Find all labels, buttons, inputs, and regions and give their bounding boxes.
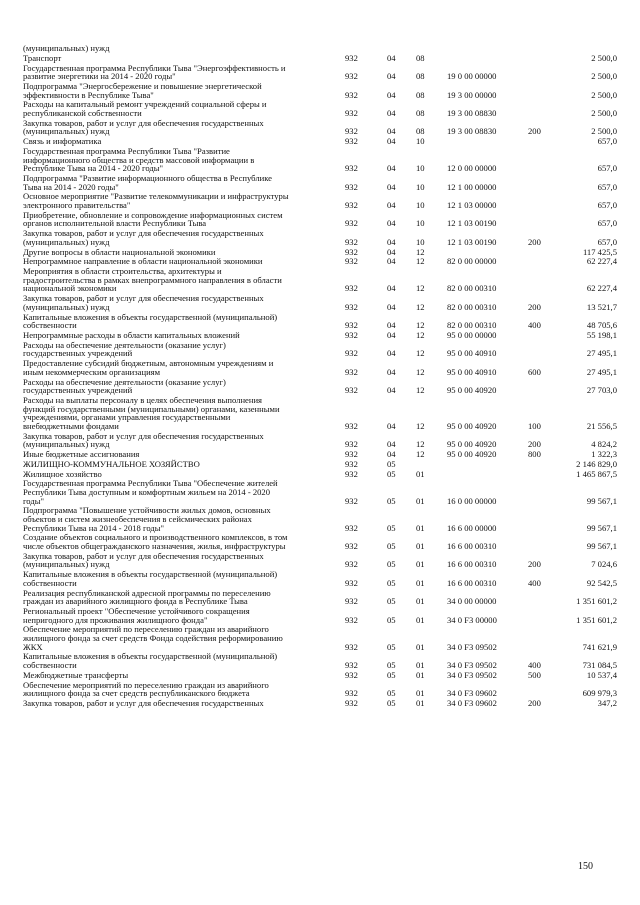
cell-rz: 05 <box>387 669 396 680</box>
cell-pr: 01 <box>416 596 425 607</box>
cell-rz: 04 <box>387 366 396 377</box>
cell-pr: 12 <box>416 366 425 377</box>
cell-csr: 12 0 00 00000 <box>447 163 497 174</box>
cell-ved: 932 <box>345 136 358 147</box>
cell-rz: 04 <box>387 52 396 63</box>
cell-pr: 12 <box>416 320 425 331</box>
table-row <box>0 44 640 53</box>
table-row <box>0 54 640 63</box>
cell-pr: 10 <box>416 136 425 147</box>
cell-rz: 04 <box>387 348 396 359</box>
cell-csr: 82 0 00 00000 <box>447 256 497 267</box>
cell-ved: 932 <box>345 420 358 431</box>
cell-amt: 62 227,4 <box>586 256 617 267</box>
row-description: Основное мероприятие "Развитие телекоммуникации и инфраструктуры электронного правительства" <box>23 191 289 210</box>
row-description: Мероприятия в области строительства, архитектуры и градостроительства в рамках внепрограммного направления в области национальной экономики <box>23 266 282 294</box>
cell-csr: 16 6 00 00310 <box>447 559 497 570</box>
cell-ved: 932 <box>345 698 358 708</box>
cell-ved: 932 <box>345 330 358 340</box>
cell-ved: 932 <box>345 614 358 625</box>
cell-vr: 800 <box>528 449 541 459</box>
row-description: Государственная программа Республики Тыва "Энергоэффективность и развитие энергетики на 2014 - 2020 годы" <box>23 62 286 82</box>
cell-amt: 99 567,1 <box>586 495 617 506</box>
cell-pr: 12 <box>416 449 425 459</box>
cell-amt: 10 537,4 <box>586 669 617 680</box>
table-row <box>0 294 640 311</box>
table-row <box>0 378 640 395</box>
cell-rz: 05 <box>387 641 396 652</box>
cell-csr: 19 3 00 08830 <box>447 107 497 118</box>
table-row <box>0 460 640 469</box>
cell-vr: 200 <box>528 559 541 570</box>
cell-vr: 200 <box>528 126 541 137</box>
cell-amt: 27 495,1 <box>586 366 617 377</box>
cell-vr: 200 <box>528 301 541 312</box>
cell-csr: 19 3 00 08830 <box>447 126 497 137</box>
table-row <box>0 681 640 698</box>
cell-ved: 932 <box>345 236 358 247</box>
cell-ved: 932 <box>345 449 358 459</box>
cell-amt: 657,0 <box>597 163 617 174</box>
cell-ved: 932 <box>345 301 358 312</box>
cell-ved: 932 <box>345 283 358 294</box>
cell-pr: 01 <box>416 495 425 506</box>
cell-vr: 200 <box>528 439 541 450</box>
cell-rz: 04 <box>387 283 396 294</box>
cell-pr: 12 <box>416 420 425 431</box>
cell-csr: 95 0 00 40920 <box>447 420 497 431</box>
table-row <box>0 229 640 246</box>
table-row <box>0 211 640 228</box>
row-description: Закупка товаров, работ и услуг для обеспечения государственных (муниципальных) нужд <box>23 117 264 137</box>
cell-amt: 2 500,0 <box>591 71 617 82</box>
cell-ved: 932 <box>345 540 358 551</box>
table-row <box>0 331 640 340</box>
cell-pr: 01 <box>416 540 425 551</box>
cell-rz: 05 <box>387 577 396 588</box>
row-description: Закупка товаров, работ и услуг для обеспечения государственных (муниципальных) нужд <box>23 293 264 312</box>
cell-pr: 01 <box>416 577 425 588</box>
table-row <box>0 174 640 191</box>
cell-pr: 01 <box>416 614 425 625</box>
table-row <box>0 671 640 680</box>
table-row <box>0 64 640 81</box>
cell-csr: 16 0 00 00000 <box>447 495 497 506</box>
cell-pr: 10 <box>416 218 425 229</box>
cell-vr: 200 <box>528 698 541 708</box>
row-description: Обеспечение мероприятий по переселению граждан из аварийного жилищного фонда за счет средств республиканского бюджета <box>23 679 269 699</box>
cell-csr: 34 0 F3 00000 <box>447 614 497 625</box>
table-row <box>0 699 640 708</box>
cell-pr: 12 <box>416 439 425 450</box>
cell-pr: 01 <box>416 659 425 670</box>
cell-amt: 55 198,1 <box>586 330 617 340</box>
row-description: Региональный проект "Обеспечение устойчивого сокращения непригодного для проживания жилищного фонда" <box>23 606 250 625</box>
cell-pr: 12 <box>416 348 425 359</box>
cell-rz: 05 <box>387 522 396 533</box>
cell-pr: 10 <box>416 236 425 247</box>
cell-pr: 01 <box>416 468 425 479</box>
cell-rz: 04 <box>387 236 396 247</box>
row-description: Реализация республиканской адресной программы по переселению граждан из аварийного жилищного фонда в Республике Тыва <box>23 587 271 607</box>
cell-amt: 62 227,4 <box>586 283 617 294</box>
cell-vr: 500 <box>528 669 541 680</box>
row-description: Закупка товаров, работ и услуг для обеспечения государственных (муниципальных) нужд <box>23 550 264 570</box>
row-description: Капитальные вложения в объекты государственной (муниципальной) собственности <box>23 651 278 670</box>
cell-ved: 932 <box>345 71 358 82</box>
table-row <box>0 470 640 479</box>
table-row <box>0 82 640 99</box>
cell-amt: 347,2 <box>597 698 617 708</box>
cell-pr: 01 <box>416 522 425 533</box>
table-row <box>0 432 640 449</box>
cell-pr: 12 <box>416 246 425 257</box>
cell-pr: 01 <box>416 698 425 708</box>
cell-amt: 92 542,5 <box>586 577 617 588</box>
cell-ved: 932 <box>345 246 358 257</box>
cell-ved: 932 <box>345 458 358 469</box>
row-description: Создание объектов социального и производственного комплексов, в том числе объектов общегражданского назначения, жилья, инфраструктуры <box>23 532 288 551</box>
cell-vr: 400 <box>528 659 541 670</box>
row-description: Капитальные вложения в объекты государственной (муниципальной) собственности <box>23 311 278 331</box>
row-description: Расходы на обеспечение деятельности (оказание услуг) государственных учреждений <box>23 376 226 396</box>
cell-csr: 34 0 F3 09602 <box>447 698 497 708</box>
row-description: Расходы на капитальный ремонт учреждений социальной сферы и республиканской собственности <box>23 99 267 118</box>
row-description: Предоставление субсидий бюджетным, автономным учреждениям и иным некоммерческим организациям <box>23 358 274 377</box>
cell-pr: 01 <box>416 641 425 652</box>
cell-amt: 731 084,5 <box>582 659 617 670</box>
cell-pr: 12 <box>416 385 425 396</box>
cell-ved: 932 <box>345 52 358 63</box>
cell-ved: 932 <box>345 348 358 359</box>
cell-amt: 2 146 829,0 <box>576 458 617 469</box>
row-description: Связь и информатика <box>23 136 102 147</box>
cell-amt: 99 567,1 <box>586 522 617 533</box>
table-row <box>0 248 640 257</box>
cell-csr: 95 0 00 40910 <box>447 366 497 377</box>
row-description: Закупка товаров, работ и услуг для обеспечения государственных <box>23 698 264 708</box>
row-description: Приобретение, обновление и сопровождение информационных систем органов исполнительной власти Республики Тыва <box>23 209 283 229</box>
cell-csr: 82 0 00 00310 <box>447 301 497 312</box>
cell-rz: 05 <box>387 540 396 551</box>
cell-amt: 657,0 <box>597 181 617 192</box>
cell-amt: 2 500,0 <box>591 52 617 63</box>
cell-csr: 82 0 00 00310 <box>447 320 497 331</box>
cell-rz: 04 <box>387 199 396 210</box>
row-description: (муниципальных) нужд <box>23 43 110 53</box>
cell-csr: 12 1 00 00000 <box>447 181 497 192</box>
cell-rz: 04 <box>387 163 396 174</box>
table-row <box>0 137 640 146</box>
cell-amt: 4 824,2 <box>591 439 617 450</box>
row-description: Государственная программа Республики Тыва "Развитие информационного общества и средств массовой информации в Республике Тыва на 2014 - 2020 годы" <box>23 146 255 174</box>
cell-pr: 08 <box>416 52 425 63</box>
cell-csr: 16 6 00 00310 <box>447 540 497 551</box>
cell-rz: 04 <box>387 71 396 82</box>
cell-pr: 10 <box>416 163 425 174</box>
cell-rz: 04 <box>387 301 396 312</box>
table-row <box>0 147 640 173</box>
cell-rz: 05 <box>387 659 396 670</box>
cell-rz: 04 <box>387 385 396 396</box>
table-row <box>0 506 640 532</box>
row-description: Межбюджетные трансферты <box>23 669 129 680</box>
cell-pr: 01 <box>416 559 425 570</box>
cell-rz: 05 <box>387 698 396 708</box>
cell-csr: 34 0 00 00000 <box>447 596 497 607</box>
table-row <box>0 479 640 505</box>
cell-rz: 04 <box>387 420 396 431</box>
table-row <box>0 533 640 550</box>
cell-ved: 932 <box>345 366 358 377</box>
cell-ved: 932 <box>345 320 358 331</box>
table-row <box>0 589 640 606</box>
cell-amt: 741 621,9 <box>582 641 617 652</box>
cell-pr: 08 <box>416 89 425 100</box>
cell-amt: 2 500,0 <box>591 107 617 118</box>
cell-ved: 932 <box>345 218 358 229</box>
cell-rz: 04 <box>387 246 396 257</box>
cell-pr: 12 <box>416 301 425 312</box>
row-description: Закупка товаров, работ и услуг для обеспечения государственных (муниципальных) нужд <box>23 228 264 247</box>
table-row <box>0 552 640 569</box>
cell-csr: 34 0 F3 09502 <box>447 669 497 680</box>
cell-csr: 12 1 03 00190 <box>447 218 497 229</box>
cell-ved: 932 <box>345 439 358 450</box>
row-description: Иные бюджетные ассигнования <box>23 449 140 459</box>
row-description: Подпрограмма "Энергосбережение и повышение энергетической эффективности в Республике Тыва" <box>23 81 262 100</box>
cell-amt: 48 705,6 <box>586 320 617 331</box>
row-description: Подпрограмма "Развитие информационного общества в Республике Тыва на 2014 - 2020 годы" <box>23 173 272 192</box>
cell-amt: 1 351 601,2 <box>576 614 617 625</box>
cell-ved: 932 <box>345 89 358 100</box>
cell-ved: 932 <box>345 385 358 396</box>
cell-csr: 95 0 00 40920 <box>447 439 497 450</box>
row-description: Государственная программа Республики Тыва "Обеспечение жителей Республики Тыва доступным и комфортным жильем на 2014 - 2020 годы" <box>23 478 278 506</box>
cell-csr: 34 0 F3 09602 <box>447 688 497 699</box>
cell-amt: 99 567,1 <box>586 540 617 551</box>
row-description: Расходы на выплаты персоналу в целях обеспечения выполнения функций государственными (муниципальными) органами, казенными учреждениями, органами управления государственными внебюджетными фондами <box>23 395 280 431</box>
row-description: Непрограммные расходы в области капитальных вложений <box>23 330 240 340</box>
table-row <box>0 652 640 669</box>
cell-rz: 04 <box>387 136 396 147</box>
cell-pr: 08 <box>416 71 425 82</box>
cell-amt: 2 500,0 <box>591 126 617 137</box>
cell-vr: 600 <box>528 366 541 377</box>
cell-rz: 05 <box>387 559 396 570</box>
table-row <box>0 396 640 430</box>
cell-csr: 34 0 F3 09502 <box>447 641 497 652</box>
cell-amt: 1 322,3 <box>591 449 617 459</box>
cell-amt: 13 521,7 <box>586 301 617 312</box>
cell-pr: 12 <box>416 330 425 340</box>
cell-ved: 932 <box>345 199 358 210</box>
cell-rz: 05 <box>387 468 396 479</box>
cell-amt: 21 556,5 <box>586 420 617 431</box>
row-description: ЖИЛИЩНО-КОММУНАЛЬНОЕ ХОЗЯЙСТВО <box>23 458 200 469</box>
table-row <box>0 570 640 587</box>
cell-csr: 12 1 03 00000 <box>447 199 497 210</box>
cell-vr: 400 <box>528 320 541 331</box>
cell-csr: 19 0 00 00000 <box>447 71 497 82</box>
cell-rz: 04 <box>387 181 396 192</box>
cell-amt: 609 979,3 <box>582 688 617 699</box>
cell-rz: 04 <box>387 126 396 137</box>
table-row <box>0 607 640 624</box>
cell-ved: 932 <box>345 577 358 588</box>
cell-pr: 10 <box>416 199 425 210</box>
table-row <box>0 625 640 651</box>
cell-rz: 04 <box>387 89 396 100</box>
cell-amt: 1 465 867,5 <box>576 468 617 479</box>
cell-amt: 7 024,6 <box>591 559 617 570</box>
table-row <box>0 257 640 266</box>
cell-pr: 08 <box>416 107 425 118</box>
cell-rz: 04 <box>387 107 396 118</box>
cell-amt: 657,0 <box>597 136 617 147</box>
cell-vr: 100 <box>528 420 541 431</box>
cell-ved: 932 <box>345 468 358 479</box>
row-description: Другие вопросы в области национальной экономики <box>23 246 216 257</box>
page-number: 150 <box>578 861 593 872</box>
cell-ved: 932 <box>345 559 358 570</box>
cell-pr: 12 <box>416 256 425 267</box>
cell-ved: 932 <box>345 181 358 192</box>
row-description: Закупка товаров, работ и услуг для обеспечения государственных (муниципальных) нужд <box>23 430 264 450</box>
row-description: Капитальные вложения в объекты государственной (муниципальной) собственности <box>23 569 278 588</box>
row-description: Транспорт <box>23 52 62 63</box>
cell-csr: 12 1 03 00190 <box>447 236 497 247</box>
cell-amt: 27 495,1 <box>586 348 617 359</box>
row-description: Расходы на обеспечение деятельности (оказание услуг) государственных учреждений <box>23 339 226 359</box>
row-description: Жилищное хозяйство <box>23 468 102 479</box>
cell-ved: 932 <box>345 107 358 118</box>
cell-amt: 2 500,0 <box>591 89 617 100</box>
table-row <box>0 450 640 459</box>
cell-vr: 400 <box>528 577 541 588</box>
cell-ved: 932 <box>345 659 358 670</box>
cell-amt: 657,0 <box>597 236 617 247</box>
cell-rz: 05 <box>387 614 396 625</box>
row-description: Подпрограмма "Повышение устойчивости жилых домов, основных объектов и систем жизнеобеспечения в сейсмических районах Республики Тыва на 2014 - 2018 годы" <box>23 505 271 533</box>
cell-amt: 657,0 <box>597 218 617 229</box>
cell-amt: 117 425,5 <box>582 246 617 257</box>
cell-rz: 05 <box>387 596 396 607</box>
cell-csr: 95 0 00 40910 <box>447 348 497 359</box>
cell-rz: 04 <box>387 320 396 331</box>
table-row <box>0 313 640 330</box>
cell-rz: 04 <box>387 449 396 459</box>
cell-amt: 657,0 <box>597 199 617 210</box>
cell-rz: 05 <box>387 688 396 699</box>
table-row <box>0 341 640 358</box>
cell-ved: 932 <box>345 669 358 680</box>
cell-ved: 932 <box>345 163 358 174</box>
table-row <box>0 192 640 209</box>
cell-amt: 1 351 601,2 <box>576 596 617 607</box>
cell-csr: 16 6 00 00310 <box>447 577 497 588</box>
cell-csr: 95 0 00 40920 <box>447 449 497 459</box>
cell-rz: 04 <box>387 330 396 340</box>
cell-pr: 01 <box>416 669 425 680</box>
cell-ved: 932 <box>345 126 358 137</box>
cell-rz: 04 <box>387 256 396 267</box>
cell-pr: 08 <box>416 126 425 137</box>
table-row <box>0 100 640 117</box>
cell-csr: 34 0 F3 09502 <box>447 659 497 670</box>
cell-rz: 05 <box>387 458 396 469</box>
cell-ved: 932 <box>345 256 358 267</box>
cell-csr: 95 0 00 00000 <box>447 330 497 340</box>
cell-pr: 01 <box>416 688 425 699</box>
row-description: Обеспечение мероприятий по переселению граждан из аварийного жилищного фонда за счет средств Фонда содействия реформированию ЖКХ <box>23 624 283 652</box>
cell-ved: 932 <box>345 596 358 607</box>
table-row <box>0 359 640 376</box>
cell-csr: 82 0 00 00310 <box>447 283 497 294</box>
table-row <box>0 267 640 293</box>
cell-csr: 16 6 00 00000 <box>447 522 497 533</box>
cell-amt: 27 703,0 <box>586 385 617 396</box>
table-row <box>0 119 640 136</box>
cell-csr: 19 3 00 00000 <box>447 89 497 100</box>
cell-vr: 200 <box>528 236 541 247</box>
cell-rz: 05 <box>387 495 396 506</box>
cell-rz: 04 <box>387 218 396 229</box>
cell-ved: 932 <box>345 495 358 506</box>
cell-ved: 932 <box>345 522 358 533</box>
cell-pr: 12 <box>416 283 425 294</box>
row-description: Непрограммное направление в области национальной экономики <box>23 256 263 267</box>
cell-ved: 932 <box>345 641 358 652</box>
cell-csr: 95 0 00 40920 <box>447 385 497 396</box>
cell-ved: 932 <box>345 688 358 699</box>
cell-pr: 10 <box>416 181 425 192</box>
cell-rz: 04 <box>387 439 396 450</box>
